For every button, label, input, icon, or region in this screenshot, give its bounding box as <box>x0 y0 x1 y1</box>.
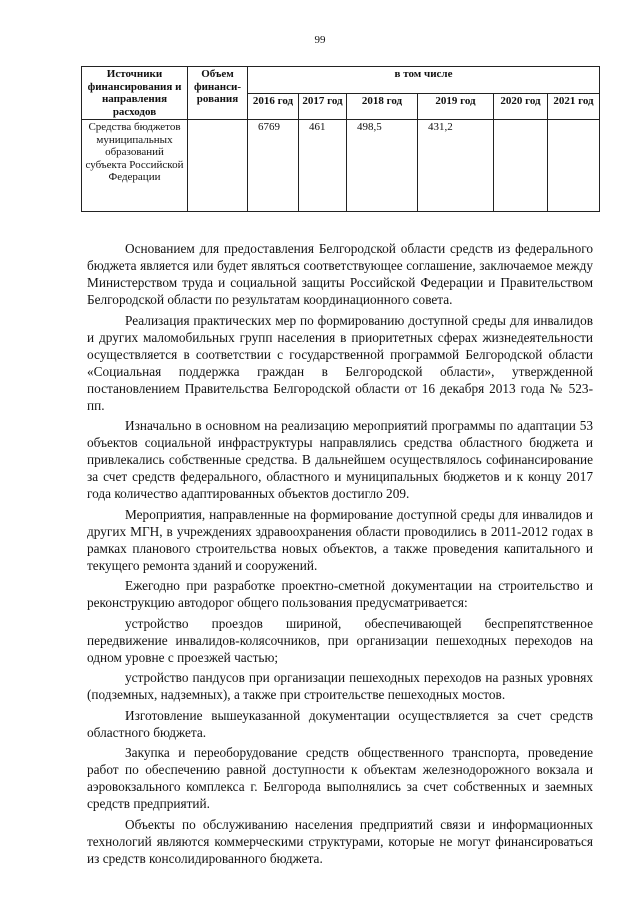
page-number: 99 <box>314 34 326 46</box>
paragraph: Изначально в основном на реализацию мероприятий программы по адаптации 53 объектов социальной инфраструктуры направлялись средства областного бюджета и привлекались собственные средства. В дальнейшем осуществлялось софинансирование за счет средств федерального, областного и муниципальных бюджетов и к концу 2017 года количество адаптированных объектов достигло 209. <box>87 418 593 501</box>
header-year-2017: 2017 год <box>299 93 347 120</box>
header-year-2019: 2019 год <box>418 93 494 120</box>
row-source: Средства бюджетов муниципальных образований субъекта Российской Федерации <box>82 120 188 212</box>
row-value-2021 <box>548 120 600 212</box>
row-value-2019: 431,2 <box>418 120 494 212</box>
body-text <box>87 240 593 870</box>
header-source: Источники финансирования и направления расходов <box>82 67 188 120</box>
paragraph: Ежегодно при разработке проектно-сметной документации на строительство и реконструкцию автодорог общего пользования предусматривается: <box>87 578 593 610</box>
header-year-2021: 2021 год <box>548 93 600 120</box>
paragraph: Объекты по обслуживанию населения предприятий связи и информационных технологий являются коммерческими структурами, которые не могут финансироваться из средств консолидированного бюджета. <box>87 816 593 866</box>
header-year-2018: 2018 год <box>347 93 418 120</box>
header-year-2016: 2016 год <box>248 93 299 120</box>
paragraph: Мероприятия, направленные на формирование доступной среды для инвалидов и других МГН, в учреждениях здравоохранения области проводились в 2011-2012 годах в рамках планового строительства новых объектов, а также проведения капитального и текущего ремонта зданий и сооружений. <box>87 506 593 573</box>
row-value-2018: 498,5 <box>347 120 418 212</box>
row-value-2017: 461 <box>299 120 347 212</box>
paragraph: Закупка и переоборудование средств общественного транспорта, проведение работ по обеспечению равной доступности к объектам железнодорожного вокзала и аэровокзального комплекса г. Белгорода выполнялись за счет собственных и заемных средств предприятий. <box>87 745 593 811</box>
paragraph: устройство проездов шириной, обеспечивающей беспрепятственное передвижение инвалидов-колясочников, при организации пешеходных переходов на одном уровне с проезжей частью; <box>87 615 593 665</box>
header-year-2020: 2020 год <box>494 93 548 120</box>
row-value-2016: 6769 <box>248 120 299 212</box>
paragraph: устройство пандусов при организации пешеходных переходов на разных уровнях (подземных, надземных), а также при строительстве пешеходных мостов. <box>87 670 593 702</box>
table-row <box>82 120 600 212</box>
paragraph: Реализация практических мер по формированию доступной среды для инвалидов и других маломобильных групп населения в приоритетных сферах жизнедеятельности осуществляется в соответствии с государственной программой Белгородской области «Социальная поддержка граждан в Белгородской области», утвержденной постановлением Правительства Белгородской области от 16 декабря 2013 года № 523-пп. <box>87 312 593 413</box>
financing-table <box>81 66 600 212</box>
row-volume <box>188 120 248 212</box>
header-volume: Объем финанси-рования <box>188 67 248 120</box>
row-value-2020 <box>494 120 548 212</box>
paragraph: Изготовление вышеуказанной документации осуществляется за счет средств областного бюджета. <box>87 707 593 740</box>
header-including: в том числе <box>248 67 600 94</box>
paragraph: Основанием для предоставления Белгородской области средств из федерального бюджета является или будет являться соответствующее соглашение, заключаемое между Министерством труда и социальной защиты Российской Федерации и Правительством Белгородской области по результатам координационного совета. <box>87 241 593 307</box>
